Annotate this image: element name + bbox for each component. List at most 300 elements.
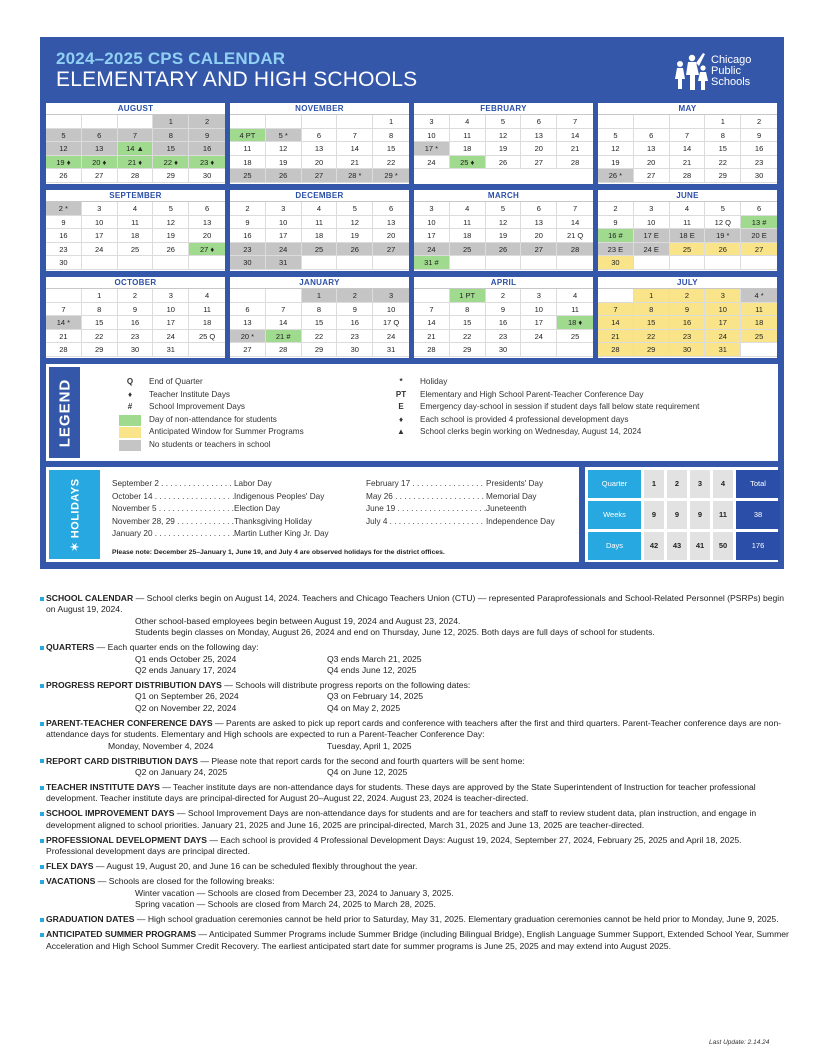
day-cell: 3 [521,289,557,303]
day-cell: 30 [337,343,373,357]
month-days [598,202,777,270]
day-cell: 11 [118,216,154,230]
day-cell [598,289,634,303]
month-december [230,190,409,271]
month-name: APRIL [414,277,593,289]
legend-symbol: # [127,402,133,412]
day-cell: 12 [46,142,82,156]
quarter-value: 41 [690,532,710,560]
day-cell: 26 [486,243,522,257]
quarter-row [588,532,780,560]
day-cell: 7 [337,129,373,143]
day-cell: 21 [557,142,593,156]
day-cell: 21 [337,156,373,170]
quarter-total: Total [736,470,780,498]
day-cell: 26 [337,243,373,257]
holiday-name: Juneteenth [486,504,527,514]
day-cell: 2 [337,289,373,303]
holiday-item [366,478,555,491]
day-cell: 9 [230,216,266,230]
legend-symbol: E [398,402,404,412]
last-update: Last Update: 2.14.24 [709,1039,770,1046]
holiday-item [366,503,555,516]
day-cell: 18 [118,229,154,243]
day-cell: 20 E [741,229,777,243]
day-cell: 2 [118,289,154,303]
notes-section [46,593,791,956]
day-cell: 4 [450,202,486,216]
month-days [414,202,593,270]
day-cell: 18 [450,142,486,156]
note-quarters: QUARTERS — Each quarter ends on the following day: Q1 ends October 25, 2024 Q3 ends March 21, 2025 Q2 ends January 17, 2024 Q4 ends June 12, 2025 [46,642,422,676]
day-cell [741,343,777,357]
quarter-value: 43 [667,532,687,560]
note-progress-reports: PROGRESS REPORT DISTRIBUTION DAYS — Schools will distribute progress reports on the following dates: Q1 on September 26, 2024 Q3 on February 14, 2025 Q2 on November 22, 2024 Q4 on May 2, 2025 [46,680,471,713]
cps-figures-icon [672,49,712,93]
calendar-sheet [40,37,784,569]
day-cell: 19 [486,229,522,243]
holidays-note: Please note: December 25–January 1, June 19, and July 4 are observed holidays for the district offices. [112,549,445,556]
day-cell: 31 # [414,256,450,270]
day-cell: 6 [230,303,266,317]
month-name: AUGUST [46,103,225,115]
day-cell: 29 [450,343,486,357]
day-cell [118,256,154,270]
legend-item [119,426,304,439]
day-cell [486,256,522,270]
day-cell: 23 [46,243,82,257]
day-cell: 1 [705,115,741,129]
legend-text: Teacher Institute Days [149,389,231,399]
day-cell: 8 [373,129,409,143]
day-cell: 15 [450,316,486,330]
day-cell: 13 [189,216,225,230]
day-cell: 27 ♦ [189,243,225,257]
day-cell: 11 [450,129,486,143]
day-cell: 23 E [598,243,634,257]
day-cell: 11 [302,216,338,230]
day-cell: 5 [486,202,522,216]
day-cell: 4 [302,202,338,216]
day-cell: 1 [634,289,670,303]
day-cell: 13 # [741,216,777,230]
day-cell: 17 [414,229,450,243]
day-cell: 20 [521,142,557,156]
day-cell: 11 [189,303,225,317]
legend-item [119,389,304,402]
month-grid [46,103,777,358]
day-cell: 28 [118,169,154,183]
day-cell: 29 * [373,169,409,183]
month-days [46,202,225,270]
day-cell: 17 * [414,142,450,156]
day-cell: 11 [670,216,706,230]
day-cell [634,115,670,129]
day-cell: 30 [118,343,154,357]
day-cell: 21 [46,330,82,344]
holiday-name: Election Day [234,504,280,514]
day-cell: 14 [414,316,450,330]
day-cell: 8 [153,129,189,143]
page-header [56,50,417,92]
day-cell: 30 [230,256,266,270]
day-cell: 7 [46,303,82,317]
day-cell: 18 [302,229,338,243]
day-cell: 27 [521,156,557,170]
day-cell: 3 [634,202,670,216]
day-cell: 12 [266,142,302,156]
holiday-date: October 14 . . . [112,491,234,504]
day-cell: 15 [82,316,118,330]
day-cell: 22 [450,330,486,344]
day-cell: 30 [670,343,706,357]
day-cell: 5 [598,129,634,143]
day-cell: 25 [450,243,486,257]
day-cell: 18 [450,229,486,243]
month-days [598,289,777,357]
day-cell: 8 [705,129,741,143]
day-cell: 6 [521,115,557,129]
day-cell: 13 [302,142,338,156]
month-name: SEPTEMBER [46,190,225,202]
day-cell: 1 PT [450,289,486,303]
legend-symbol: ▲ [397,427,405,437]
day-cell: 20 [373,229,409,243]
day-cell [266,289,302,303]
day-cell: 20 [521,229,557,243]
month-name: NOVEMBER [230,103,409,115]
legend-text: School clerks begin working on Wednesday, August 14, 2024 [420,427,642,437]
day-cell: 3 [266,202,302,216]
day-cell: 18 E [670,229,706,243]
day-cell: 18 ♦ [557,316,593,330]
holiday-name: Labor Day [234,479,272,488]
month-november [230,103,409,184]
legend-swatch [119,415,141,426]
day-cell: 5 * [266,129,302,143]
day-cell: 17 [82,229,118,243]
day-cell: 29 [705,169,741,183]
month-february [414,103,593,184]
month-days [414,289,593,357]
day-cell [230,115,266,129]
day-cell [302,256,338,270]
day-cell: 7 [557,202,593,216]
day-cell: 1 [82,289,118,303]
legend-symbol: ♦ [398,414,404,424]
month-name: MAY [598,103,777,115]
day-cell: 16 [670,316,706,330]
holiday-name: Martin Luther King Jr. Day [234,529,329,539]
day-cell: 3 [373,289,409,303]
note-flex-days: FLEX DAYS — August 19, August 20, and June 16 can be scheduled flexibly throughout the year. [46,861,418,872]
note-summer-programs: ANTICIPATED SUMMER PROGRAMS — Anticipated Summer Programs include Summer Bridge (including Bilingual Bridge), English Language Summer Support, Extended School Year, Summer Acceleration and High School Summer Credit Recovery. The earliest anticipated start date for summer programs is June 25, 2025 and may extend into August 2025. [46,929,789,951]
day-cell [82,256,118,270]
day-cell: 27 [741,243,777,257]
note-school-calendar: SCHOOL CALENDAR — School clerks begin on August 14, 2024. Teachers and Chicago Teachers Union (CTU) — represented Paraprofessionals and School-Related Personnel (PSRPs) begin on August 19, 2024. Other school-based employees begin between August 19, 2024 and August 23, 2024. Students begin classes on Monday, August 26, 2024 and end on Thursday, June 12, 2025. Both days are full days of school for students. [46,593,785,638]
day-cell [670,256,706,270]
month-name: DECEMBER [230,190,409,202]
day-cell: 15 [634,316,670,330]
month-january [230,277,409,358]
day-cell: 5 [46,129,82,143]
legend-text: Emergency day-school in session if student days fall below state requirement [420,402,700,412]
month-name: JUNE [598,190,777,202]
day-cell: 16 [46,229,82,243]
holiday-date: November 5 . . . [112,503,234,516]
holiday-date: November 28, 29 . . . [112,516,234,529]
day-cell: 4 [557,289,593,303]
day-cell: 3 [153,289,189,303]
day-cell: 1 [373,115,409,129]
day-cell: 9 [118,303,154,317]
legend-swatch [119,440,141,451]
day-cell: 2 [598,202,634,216]
day-cell: 16 [486,316,522,330]
legend-symbol: ♦ [127,389,133,399]
day-cell: 24 [414,243,450,257]
day-cell: 27 [634,169,670,183]
legend-item [390,401,699,414]
month-march [414,190,593,271]
note-graduation: GRADUATION DATES — High school graduation ceremonies cannot be held prior to Saturday, May 31, 2025. Elementary graduation ceremonies cannot be held prior to Monday, June 9, 2025. [46,914,779,925]
day-cell: 12 [337,216,373,230]
cps-logo-text: Chicago Public Schools [711,54,752,88]
quarter-value: 11 [713,501,733,529]
day-cell: 22 ♦ [153,156,189,170]
legend-symbol: Q [126,377,134,386]
day-cell: 6 [521,202,557,216]
holiday-date: September 2 . . . [112,478,234,491]
day-cell: 27 [373,243,409,257]
note-vacations: VACATIONS — Schools are closed for the following breaks: Winter vacation — Schools are closed from December 23, 2024 to January 3, 2025. Spring vacation — Schools are closed from March 24, 2025 to March 28, 2025. [46,876,454,910]
legend-text: No students or teachers in school [149,439,271,449]
day-cell: 2 [670,289,706,303]
day-cell: 27 [230,343,266,357]
day-cell: 7 [414,303,450,317]
day-cell: 6 [741,202,777,216]
day-cell: 19 ♦ [46,156,82,170]
day-cell: 9 [598,216,634,230]
day-cell: 19 [266,156,302,170]
day-cell: 25 [302,243,338,257]
quarter-row-label: Weeks [588,501,641,529]
holiday-item [112,503,329,516]
day-cell: 15 [153,142,189,156]
day-cell: 28 [266,343,302,357]
day-cell: 20 [302,156,338,170]
day-cell: 10 [82,216,118,230]
day-cell: 4 * [741,289,777,303]
day-cell: 12 [153,216,189,230]
day-cell: 5 [337,202,373,216]
day-cell: 25 [557,330,593,344]
legend-item [119,401,304,414]
day-cell [337,256,373,270]
month-june [598,190,777,271]
day-cell: 22 [302,330,338,344]
month-days [46,115,225,183]
day-cell: 9 [486,303,522,317]
day-cell: 25 [230,169,266,183]
day-cell: 26 * [598,169,634,183]
legend-item [119,414,304,427]
day-cell [414,289,450,303]
day-cell: 9 [670,303,706,317]
day-cell: 15 [302,316,338,330]
day-cell: 9 [337,303,373,317]
day-cell: 6 [189,202,225,216]
legend-text: Holiday [420,377,448,386]
legend-text: Elementary and High School Parent-Teacher Conference Day [420,389,644,399]
day-cell: 27 [521,243,557,257]
day-cell: 19 [486,142,522,156]
day-cell: 3 [414,115,450,129]
page-title: ELEMENTARY AND HIGH SCHOOLS [56,68,418,91]
month-july [598,277,777,358]
day-cell [521,256,557,270]
note-school-improvement: SCHOOL IMPROVEMENT DAYS — School Improvement Days are non-attendance days for students and are for teachers and staff to review student data, plan instruction, and engage in development aligned to school priorities. January 21, 2025 and June 16, 2025 are principal-directed, March 31, 2025 and June 13, 2025 are teacher-directed. [46,808,757,830]
day-cell [118,115,154,129]
day-cell: 8 [302,303,338,317]
day-cell: 21 [670,156,706,170]
holiday-date: June 19 . . . [366,503,486,516]
day-cell: 21 ♦ [118,156,154,170]
day-cell: 23 [486,330,522,344]
holiday-item [112,491,329,504]
quarter-row-label: Days [588,532,641,560]
day-cell: 28 [557,156,593,170]
quarter-value: 3 [690,470,710,498]
day-cell: 4 [189,289,225,303]
day-cell: 27 [302,169,338,183]
day-cell: 26 [46,169,82,183]
day-cell: 21 # [266,330,302,344]
month-name: MARCH [414,190,593,202]
day-cell: 11 [557,303,593,317]
day-cell [557,343,593,357]
day-cell: 8 [634,303,670,317]
day-cell: 29 [302,343,338,357]
day-cell: 13 [521,216,557,230]
quarter-total: 38 [736,501,780,529]
day-cell: 25 Q [189,330,225,344]
note-teacher-institute: TEACHER INSTITUTE DAYS — Teacher institute days are non-attendance days for students. These days are approved by the State Superintendent of Instruction for teacher professional development. Teacher institute days are principal-directed for August 20–August 22, 2024. August 23, 2024 is teacher-directed. [46,782,756,804]
day-cell: 16 # [598,229,634,243]
holidays-panel [46,467,579,562]
month-days [46,289,225,357]
day-cell [189,256,225,270]
day-cell: 28 [598,343,634,357]
day-cell: 24 [266,243,302,257]
page-title-year: 2024–2025 CPS CALENDAR [56,49,286,68]
day-cell: 30 [189,169,225,183]
day-cell: 1 [153,115,189,129]
day-cell: 2 [486,289,522,303]
day-cell: 24 E [634,243,670,257]
note-professional-development: PROFESSIONAL DEVELOPMENT DAYS — Each school is provided 4 Professional Development Days: August 19, 2024, September 27, 2024, February 25, 2025 and April 18, 2025. Professional development days are principal directed. [46,834,742,857]
legend-symbol: PT [395,389,407,399]
legend-text: End of Quarter [149,377,203,386]
day-cell [521,343,557,357]
holiday-date: February 17 . . . [366,478,486,491]
day-cell: 31 [373,343,409,357]
day-cell: 7 [670,129,706,143]
day-cell: 11 [450,216,486,230]
month-name: OCTOBER [46,277,225,289]
day-cell: 7 [266,303,302,317]
day-cell: 16 [189,142,225,156]
day-cell: 26 [705,243,741,257]
day-cell: 2 [741,115,777,129]
month-october [46,277,225,358]
legend-swatch [119,427,141,438]
month-august [46,103,225,184]
day-cell: 22 [373,156,409,170]
day-cell: 22 [634,330,670,344]
holiday-name: Thanksgiving Holiday [234,516,312,526]
legend-item [390,426,699,439]
quarter-value: 2 [667,470,687,498]
holiday-date: May 26 . . . [366,491,486,504]
legend-item [390,376,699,389]
legend-item [390,414,699,427]
day-cell [634,256,670,270]
day-cell: 17 [153,316,189,330]
day-cell: 22 [82,330,118,344]
day-cell: 10 [414,216,450,230]
day-cell: 12 Q [705,216,741,230]
day-cell: 12 [598,142,634,156]
day-cell: 17 [266,229,302,243]
day-cell: 12 [486,129,522,143]
day-cell: 4 PT [230,129,266,143]
day-cell: 10 [521,303,557,317]
day-cell: 23 [741,156,777,170]
legend-item [390,389,699,402]
day-cell: 20 * [230,330,266,344]
holiday-date: January 20 . . . [112,528,234,541]
day-cell: 19 * [705,229,741,243]
month-name: JANUARY [230,277,409,289]
day-cell: 9 [741,129,777,143]
holidays-tab: ✶ HOLIDAYS [46,467,103,562]
day-cell: 23 [670,330,706,344]
holiday-name: Memorial Day [486,491,537,501]
day-cell: 31 [266,256,302,270]
day-cell: 13 [373,216,409,230]
day-cell: 10 [414,129,450,143]
legend-right-column [390,376,699,439]
legend-text: Each school is provided 4 professional development days [420,414,629,424]
day-cell [670,115,706,129]
holiday-name: Indigenous Peoples' Day [234,491,325,501]
day-cell: 27 [82,169,118,183]
day-cell: 6 [302,129,338,143]
day-cell: 28 * [337,169,373,183]
legend-text: School Improvement Days [149,402,246,412]
day-cell: 6 [373,202,409,216]
day-cell: 24 [705,330,741,344]
day-cell: 16 [741,142,777,156]
day-cell: 21 [414,330,450,344]
day-cell: 24 [414,156,450,170]
day-cell: 9 [189,129,225,143]
day-cell: 13 [634,142,670,156]
day-cell: 21 [598,330,634,344]
legend-text: Day of non-attendance for students [149,414,277,424]
day-cell: 28 [46,343,82,357]
